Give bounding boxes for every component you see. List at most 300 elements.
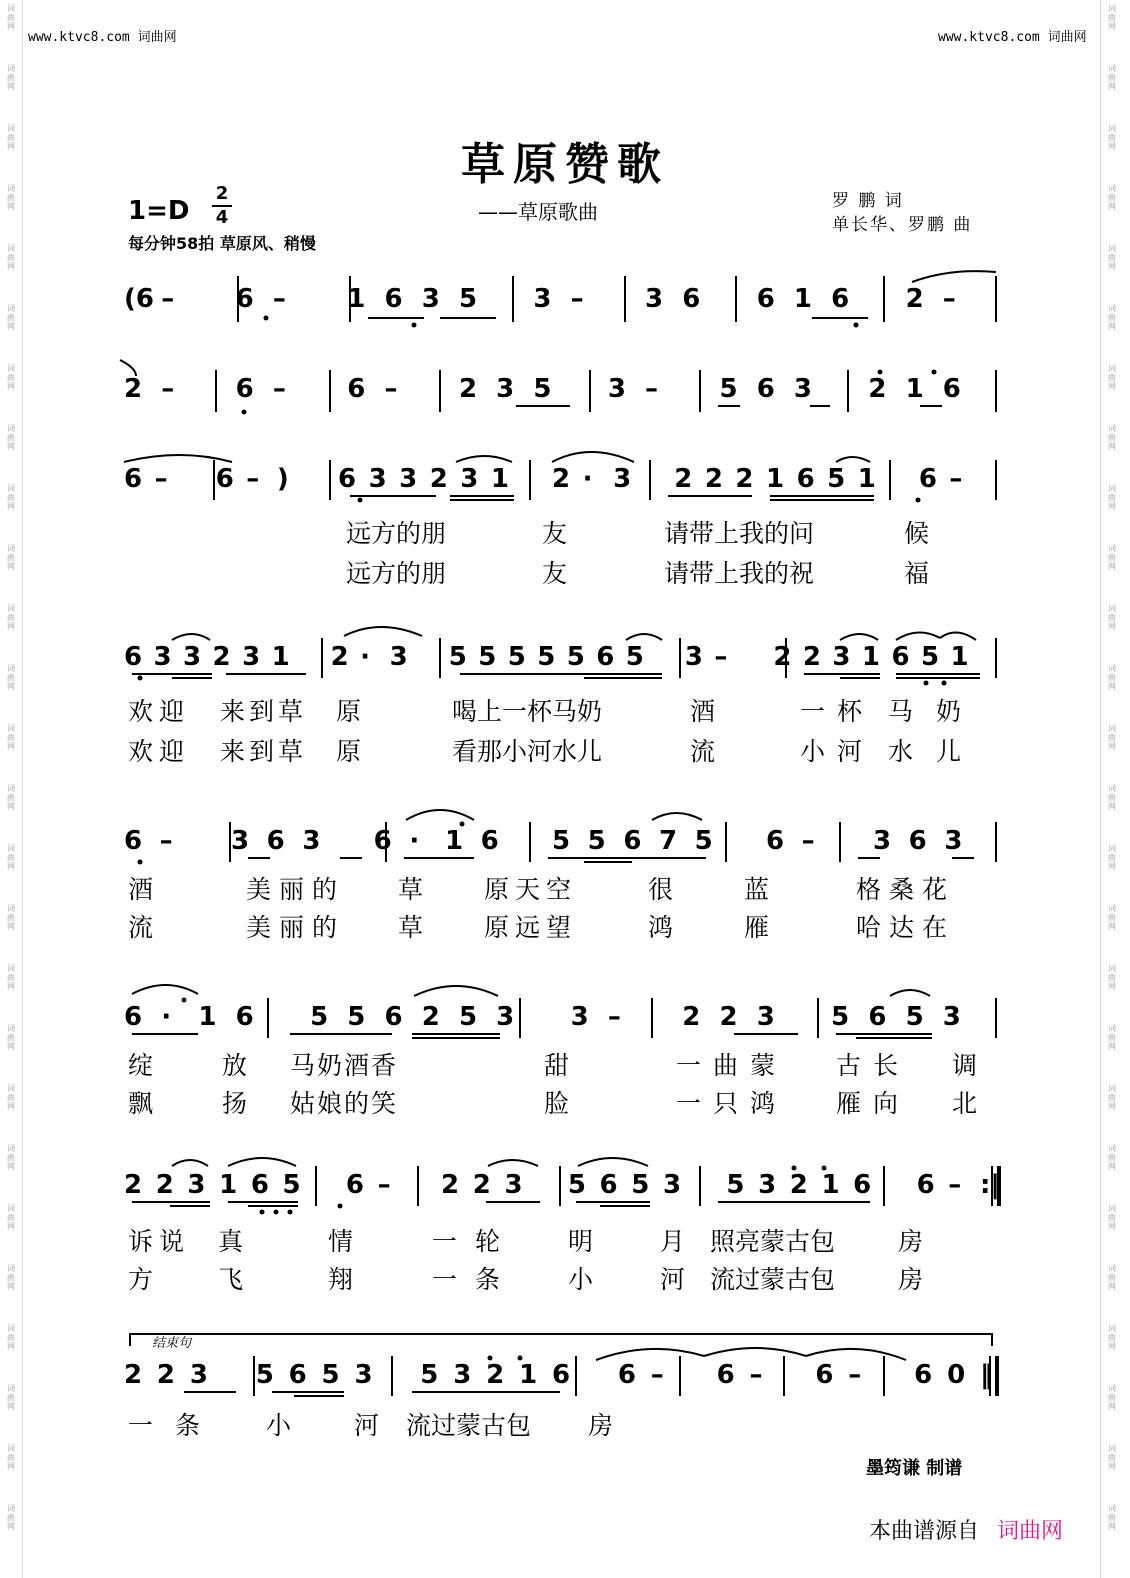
lyric: 雁 (744, 913, 770, 942)
watermark-char: 词 (7, 1504, 15, 1513)
note-glyph: 2 (421, 1002, 440, 1032)
note-glyph: 5 (321, 1360, 340, 1390)
watermark-char: 曲 (1108, 913, 1116, 922)
note-glyph: 3 (460, 464, 479, 494)
watermark-char: 词 (7, 304, 15, 313)
note-glyph: (6 (124, 284, 154, 314)
watermark-char: 词 (1108, 244, 1116, 253)
watermark-char: 曲 (7, 73, 15, 82)
lyric: 月 (660, 1227, 686, 1256)
lyric: 原远望 (484, 913, 578, 942)
lyric: 房 (898, 1227, 924, 1256)
note-glyph: 6 (124, 1002, 143, 1032)
note-glyph: 2 (441, 1170, 460, 1200)
note-glyph: 5 (694, 826, 713, 856)
note-glyph: 6 (384, 284, 403, 314)
key-signature: 1=D (128, 196, 190, 226)
watermark-char: 网 (1108, 322, 1116, 331)
note-glyph: 1 (219, 1170, 238, 1200)
lyric: 北 (952, 1089, 978, 1118)
watermark-char: 词 (1108, 604, 1116, 613)
coda-label: 结束句 (152, 1336, 192, 1351)
watermark-char: 曲 (1108, 793, 1116, 802)
watermark-char: 词 (1108, 424, 1116, 433)
note-glyph: 6 (250, 1170, 269, 1200)
note-glyph: 5 (587, 826, 606, 856)
watermark-char: 曲 (7, 193, 15, 202)
note-glyph: 1 (766, 464, 785, 494)
note-glyph: 3 (613, 464, 632, 494)
lyric: 看那小河水儿 (452, 737, 603, 766)
watermark-char: 网 (1108, 622, 1116, 631)
watermark-char: 网 (7, 1462, 15, 1471)
lyric: 远方的朋 (346, 559, 447, 588)
note-glyph: 6 (596, 642, 615, 672)
watermark-char: 词 (7, 1024, 15, 1033)
lyric: 飞 (218, 1265, 244, 1294)
watermark-char: 词 (7, 64, 15, 73)
lyric: 酒 (690, 697, 716, 726)
lyric: 雁向 (836, 1089, 911, 1118)
lyric: 一条 (128, 1411, 223, 1440)
source-text: 本曲谱源自 (869, 1519, 980, 1544)
watermark-char: 网 (1108, 262, 1116, 271)
lyric: 一只鸿 (676, 1089, 788, 1118)
watermark-char: 网 (7, 802, 15, 811)
lyric: 蓝 (744, 875, 770, 904)
watermark-char: 网 (1108, 862, 1116, 871)
watermark-char: 词 (7, 1324, 15, 1333)
watermark-char: 网 (1108, 22, 1116, 31)
note-glyph: 3 (231, 826, 250, 856)
lyric: 房 (898, 1265, 924, 1294)
note-glyph: 1 (905, 374, 924, 404)
lyric: 流过蒙古包 (406, 1411, 532, 1440)
watermark-char: 曲 (7, 673, 15, 682)
note-glyph: 3 (942, 1002, 961, 1032)
lyric: 请带上我的祝 (664, 559, 815, 588)
watermark-char: 词 (7, 904, 15, 913)
note-glyph: 5 (478, 642, 497, 672)
lyric: 一条 (432, 1265, 519, 1294)
note-glyph: 3 (389, 642, 408, 672)
note-glyph: – (154, 464, 168, 494)
watermark-char: 曲 (7, 493, 15, 502)
watermark-char: 词 (7, 184, 15, 193)
note-glyph: – (161, 374, 175, 404)
note-glyph: 6 (908, 826, 927, 856)
note-glyph: 6 (235, 1002, 254, 1032)
note-glyph: – (949, 464, 963, 494)
note-glyph: · (409, 826, 420, 856)
note-glyph: 2 (802, 642, 821, 672)
note-glyph: 2 (868, 374, 887, 404)
lyric: 照亮蒙古包 (710, 1227, 836, 1256)
lyric: 喝上一杯马奶 (452, 697, 603, 726)
lyric: 友 (542, 559, 568, 588)
watermark-char: 网 (1108, 502, 1116, 511)
note-glyph: 3 (453, 1360, 472, 1390)
note-glyph: 5 (566, 642, 585, 672)
header-url-left[interactable]: www.ktvc8.com 词曲网 (28, 30, 177, 45)
note-glyph: 5 (507, 642, 526, 672)
watermark-char: 网 (1108, 1522, 1116, 1531)
watermark-char: 网 (1108, 982, 1116, 991)
note-glyph: 1 (198, 1002, 217, 1032)
note-glyph: 6 (891, 642, 910, 672)
watermark-char: 网 (1108, 1102, 1116, 1111)
watermark-char: 曲 (1108, 493, 1116, 502)
watermark-char: 网 (7, 682, 15, 691)
note-glyph: 5 (920, 642, 940, 672)
lyric: 河 (660, 1265, 686, 1294)
note-glyph: 6 (756, 284, 775, 314)
watermark-char: 曲 (1108, 13, 1116, 22)
lyric: 福 (904, 559, 930, 588)
watermark-char: 网 (1108, 1282, 1116, 1291)
note-glyph: 3 (399, 464, 418, 494)
lyric: 草 (398, 913, 424, 942)
note-glyph: 3 (504, 1170, 523, 1200)
note-glyph: 5 (719, 374, 738, 404)
note-glyph: 6 (831, 284, 850, 314)
lyric: 很 (648, 875, 674, 904)
watermark-char: 曲 (7, 1513, 15, 1522)
watermark-char: 词 (7, 244, 15, 253)
note-glyph: 5 (631, 1170, 650, 1200)
lyric: 扬 (222, 1089, 248, 1118)
note-glyph: 2 (674, 464, 693, 494)
note-glyph: – (848, 1360, 862, 1390)
watermark-char: 词 (7, 844, 15, 853)
note-glyph: 5 (726, 1170, 745, 1200)
tempo-marking: 每分钟58拍 草原风、稍慢 (128, 234, 316, 253)
lyricist-credit: 罗 鹏 词 (832, 191, 904, 211)
lyric: 真 (218, 1227, 244, 1256)
note-glyph: 6 (682, 284, 701, 314)
lyric: 翔 (328, 1265, 354, 1294)
note-glyph: 5 (282, 1170, 301, 1200)
note-glyph: ) (276, 464, 289, 494)
watermark-char: 词 (1108, 364, 1116, 373)
watermark-char: 网 (7, 1282, 15, 1291)
note-glyph: – (645, 374, 659, 404)
note-glyph: 7 (659, 826, 678, 856)
watermark-char: 曲 (7, 913, 15, 922)
lyric: 友 (542, 519, 568, 548)
watermark-char: 网 (7, 862, 15, 871)
watermark-char: 网 (7, 562, 15, 571)
watermark-char: 词 (1108, 1204, 1116, 1213)
watermark-char: 曲 (1108, 1333, 1116, 1342)
note-glyph: 5 (831, 1002, 850, 1032)
note-glyph: 3 (607, 374, 626, 404)
watermark-char: 词 (7, 964, 15, 973)
watermark-char: 词 (7, 1204, 15, 1213)
lyric: 水 (888, 737, 914, 766)
watermark-char: 曲 (7, 1453, 15, 1462)
watermark-char: 词 (7, 664, 15, 673)
watermark-char: 网 (7, 382, 15, 391)
lyric: 候 (904, 519, 930, 548)
note-glyph: 6 (716, 1360, 735, 1390)
lyric: 河 (354, 1411, 380, 1440)
watermark-char: 网 (1108, 1462, 1116, 1471)
watermark-char: 词 (1108, 124, 1116, 133)
note-glyph: 1 (271, 642, 290, 672)
note-glyph: · (360, 642, 371, 672)
watermark-char: 网 (7, 742, 15, 751)
note-glyph: 2 (704, 464, 723, 494)
watermark-char: 曲 (1108, 1453, 1116, 1462)
note-glyph: 3 (684, 642, 703, 672)
watermark-char: 网 (1108, 1342, 1116, 1351)
watermark-char: 曲 (7, 1093, 15, 1102)
watermark-char: 曲 (1108, 1033, 1116, 1042)
note-glyph: 3 (662, 1170, 682, 1200)
watermark-char: 词 (1108, 1084, 1116, 1093)
watermark-char: 曲 (7, 1273, 15, 1282)
watermark-char: 网 (7, 622, 15, 631)
watermark-char: 曲 (7, 1393, 15, 1402)
watermark-char: 词 (7, 1444, 15, 1453)
note-glyph: – (161, 284, 175, 314)
lyric: 美丽的 (246, 875, 346, 904)
watermark-char: 网 (7, 442, 15, 451)
note-glyph: 2 (458, 374, 478, 404)
source-brand-link[interactable]: 词曲网 (997, 1519, 1064, 1544)
watermark-char: 词 (7, 544, 15, 553)
watermark-char: 曲 (1108, 673, 1116, 682)
note-glyph: 3 (793, 374, 812, 404)
lyric: 小河 (800, 737, 875, 766)
note-glyph: 2 (486, 1360, 505, 1390)
watermark-char: 曲 (7, 1153, 15, 1162)
watermark-char: 网 (1108, 142, 1116, 151)
note-glyph: 3 (242, 642, 261, 672)
note-glyph: 6 (853, 1170, 872, 1200)
watermark-char: 曲 (7, 733, 15, 742)
watermark-char: 词 (1108, 1504, 1116, 1513)
note-glyph: 1 (950, 642, 969, 672)
note-glyph: 6 (942, 374, 961, 404)
lyric: 流过蒙古包 (710, 1265, 836, 1294)
note-glyph: – (377, 1170, 391, 1200)
header-url-right[interactable]: www.ktvc8.com 词曲网 (938, 30, 1087, 45)
lyric: 流 (128, 913, 154, 942)
note-glyph: 2 (155, 1170, 174, 1200)
note-glyph: – (948, 1170, 962, 1200)
watermark-char: 网 (1108, 82, 1116, 91)
note-glyph: 6 (338, 464, 357, 494)
note-glyph: 3 (421, 284, 440, 314)
arranger-credit: 墨筠谦 制谱 (866, 1458, 963, 1479)
note-glyph: – (570, 284, 584, 314)
lyric: 格桑花 (856, 875, 956, 904)
lyric: 美丽的 (246, 913, 346, 942)
watermark-char: 词 (7, 604, 15, 613)
note-glyph: 2 (124, 1360, 143, 1390)
note-glyph: 6 (918, 464, 937, 494)
watermark-char: 曲 (1108, 1093, 1116, 1102)
note-glyph: 3 (183, 642, 202, 672)
watermark-char: 网 (1108, 562, 1116, 571)
note-glyph: 6 (552, 1360, 571, 1390)
watermark-char: 词 (1108, 4, 1116, 13)
note-glyph: – (650, 1360, 664, 1390)
watermark-char: 网 (7, 1102, 15, 1111)
watermark-char: 词 (1108, 964, 1116, 973)
lyric: 来到草 (220, 737, 308, 766)
note-glyph: 2 (124, 1170, 143, 1200)
note-glyph: 5 (255, 1360, 274, 1390)
note-glyph: 1 (861, 642, 881, 672)
lyric: 古长 (836, 1051, 911, 1080)
note-glyph: 5 (537, 642, 556, 672)
lyric: 原 (336, 697, 362, 726)
watermark-char: 词 (1108, 304, 1116, 313)
note-glyph: 5 (827, 464, 846, 494)
watermark-char: 词 (1108, 904, 1116, 913)
lyric: 远方的朋 (346, 519, 447, 548)
watermark-char: 词 (7, 364, 15, 373)
watermark-char: 网 (1108, 682, 1116, 691)
note-glyph: 6 (384, 1002, 403, 1032)
note-glyph: 6 (235, 374, 254, 404)
lyric: 诉说 (128, 1227, 191, 1256)
watermark-char: 曲 (7, 553, 15, 562)
note-glyph: 5 (567, 1170, 586, 1200)
watermark-char: 曲 (7, 853, 15, 862)
watermark-char: 网 (1108, 802, 1116, 811)
watermark-char: 词 (1108, 1264, 1116, 1273)
lyric: 原 (336, 737, 362, 766)
note-glyph: 3 (189, 1360, 208, 1390)
note-glyph: 2 (735, 464, 754, 494)
watermark-char: 网 (7, 22, 15, 31)
watermark-char: 词 (1108, 1024, 1116, 1033)
lyric: 情 (328, 1227, 354, 1256)
note-glyph: – (272, 374, 286, 404)
lyric: 小 (568, 1265, 594, 1294)
watermark-char: 词 (7, 1144, 15, 1153)
note-glyph: 6 (266, 826, 285, 856)
watermark-char: 词 (1108, 784, 1116, 793)
lyric: 一轮 (432, 1227, 519, 1256)
watermark-char: 网 (1108, 442, 1116, 451)
watermark-char: 网 (7, 1342, 15, 1351)
lyric: 儿 (936, 737, 962, 766)
watermark-char: 曲 (7, 1213, 15, 1222)
note-glyph: 5 (458, 284, 478, 314)
note-glyph: – (384, 374, 398, 404)
watermark-char: 词 (7, 124, 15, 133)
watermark-char: 网 (7, 1402, 15, 1411)
note-glyph: 3 (496, 1002, 515, 1032)
song-subtitle: ——草原歌曲 (478, 200, 598, 224)
watermark-char: 曲 (1108, 1153, 1116, 1162)
note-glyph: 2 (124, 374, 143, 404)
lyric: 草 (398, 875, 424, 904)
watermark-char: 词 (7, 424, 15, 433)
note-glyph: 2 (682, 1002, 701, 1032)
watermark-char: 曲 (1108, 253, 1116, 262)
note-glyph: · (582, 464, 593, 494)
watermark-char: 网 (1108, 1222, 1116, 1231)
watermark-char: 词 (7, 1084, 15, 1093)
note-glyph: 6 (124, 464, 143, 494)
watermark-char: 词 (1108, 1384, 1116, 1393)
note-glyph: – (801, 826, 815, 856)
composer-credit: 单长华、罗鹏 曲 (832, 215, 973, 235)
note-glyph: 1 (490, 464, 509, 494)
note-glyph: 5 (310, 1002, 329, 1032)
watermark-char: 曲 (7, 13, 15, 22)
note-glyph: – (246, 464, 260, 494)
watermark-char: 词 (1108, 484, 1116, 493)
lyric: 放 (222, 1051, 248, 1080)
song-title: 草原赞歌 (461, 139, 669, 190)
watermark-char: 词 (1108, 544, 1116, 553)
watermark-char: 网 (7, 82, 15, 91)
watermark-char: 曲 (1108, 1213, 1116, 1222)
lyric: 哈达在 (856, 913, 956, 942)
watermark-char: 网 (7, 1042, 15, 1051)
note-glyph: 3 (758, 1170, 777, 1200)
watermark-char: 网 (1108, 1162, 1116, 1171)
note-glyph: 2 (156, 1360, 176, 1390)
watermark-char: 网 (7, 202, 15, 211)
lyric: 飘 (128, 1089, 154, 1118)
lyric: 姑娘的笑 (290, 1089, 399, 1118)
note-glyph: 6 (756, 374, 775, 404)
lyric: 鸿 (648, 913, 674, 942)
lyric: 调 (952, 1051, 978, 1080)
note-glyph: 3 (496, 374, 515, 404)
watermark-char: 词 (7, 784, 15, 793)
watermark-char: 曲 (1108, 193, 1116, 202)
watermark-char: 曲 (7, 1333, 15, 1342)
note-glyph: 2 (472, 1170, 491, 1200)
lyric: 一杯 (800, 697, 875, 726)
watermark-char: 词 (1108, 1144, 1116, 1153)
watermark-char: 曲 (1108, 853, 1116, 862)
note-glyph: 2 (330, 642, 349, 672)
time-signature-bottom: 4 (215, 207, 229, 228)
lyric: 流 (690, 737, 716, 766)
note-glyph: – (272, 284, 286, 314)
note-glyph: – (749, 1360, 763, 1390)
watermark-char: 网 (1108, 1402, 1116, 1411)
note-glyph: 3 (187, 1170, 206, 1200)
note-glyph: – (714, 642, 728, 672)
note-glyph: 2 (773, 642, 792, 672)
watermark-char: 网 (7, 1162, 15, 1171)
note-glyph: – (159, 826, 173, 856)
lyric: 脸 (544, 1089, 570, 1118)
note-glyph: 1 (445, 826, 464, 856)
note-glyph: 1 (347, 284, 366, 314)
note-glyph: 6 (868, 1002, 887, 1032)
watermark-char: 词 (1108, 184, 1116, 193)
watermark-char: 曲 (1108, 553, 1116, 562)
lyric: 马奶酒香 (290, 1051, 399, 1080)
watermark-char: 网 (7, 982, 15, 991)
watermark-char: 网 (7, 262, 15, 271)
lyric: 来到草 (220, 697, 308, 726)
note-glyph: 6 (599, 1170, 618, 1200)
watermark-char: 网 (7, 1522, 15, 1531)
